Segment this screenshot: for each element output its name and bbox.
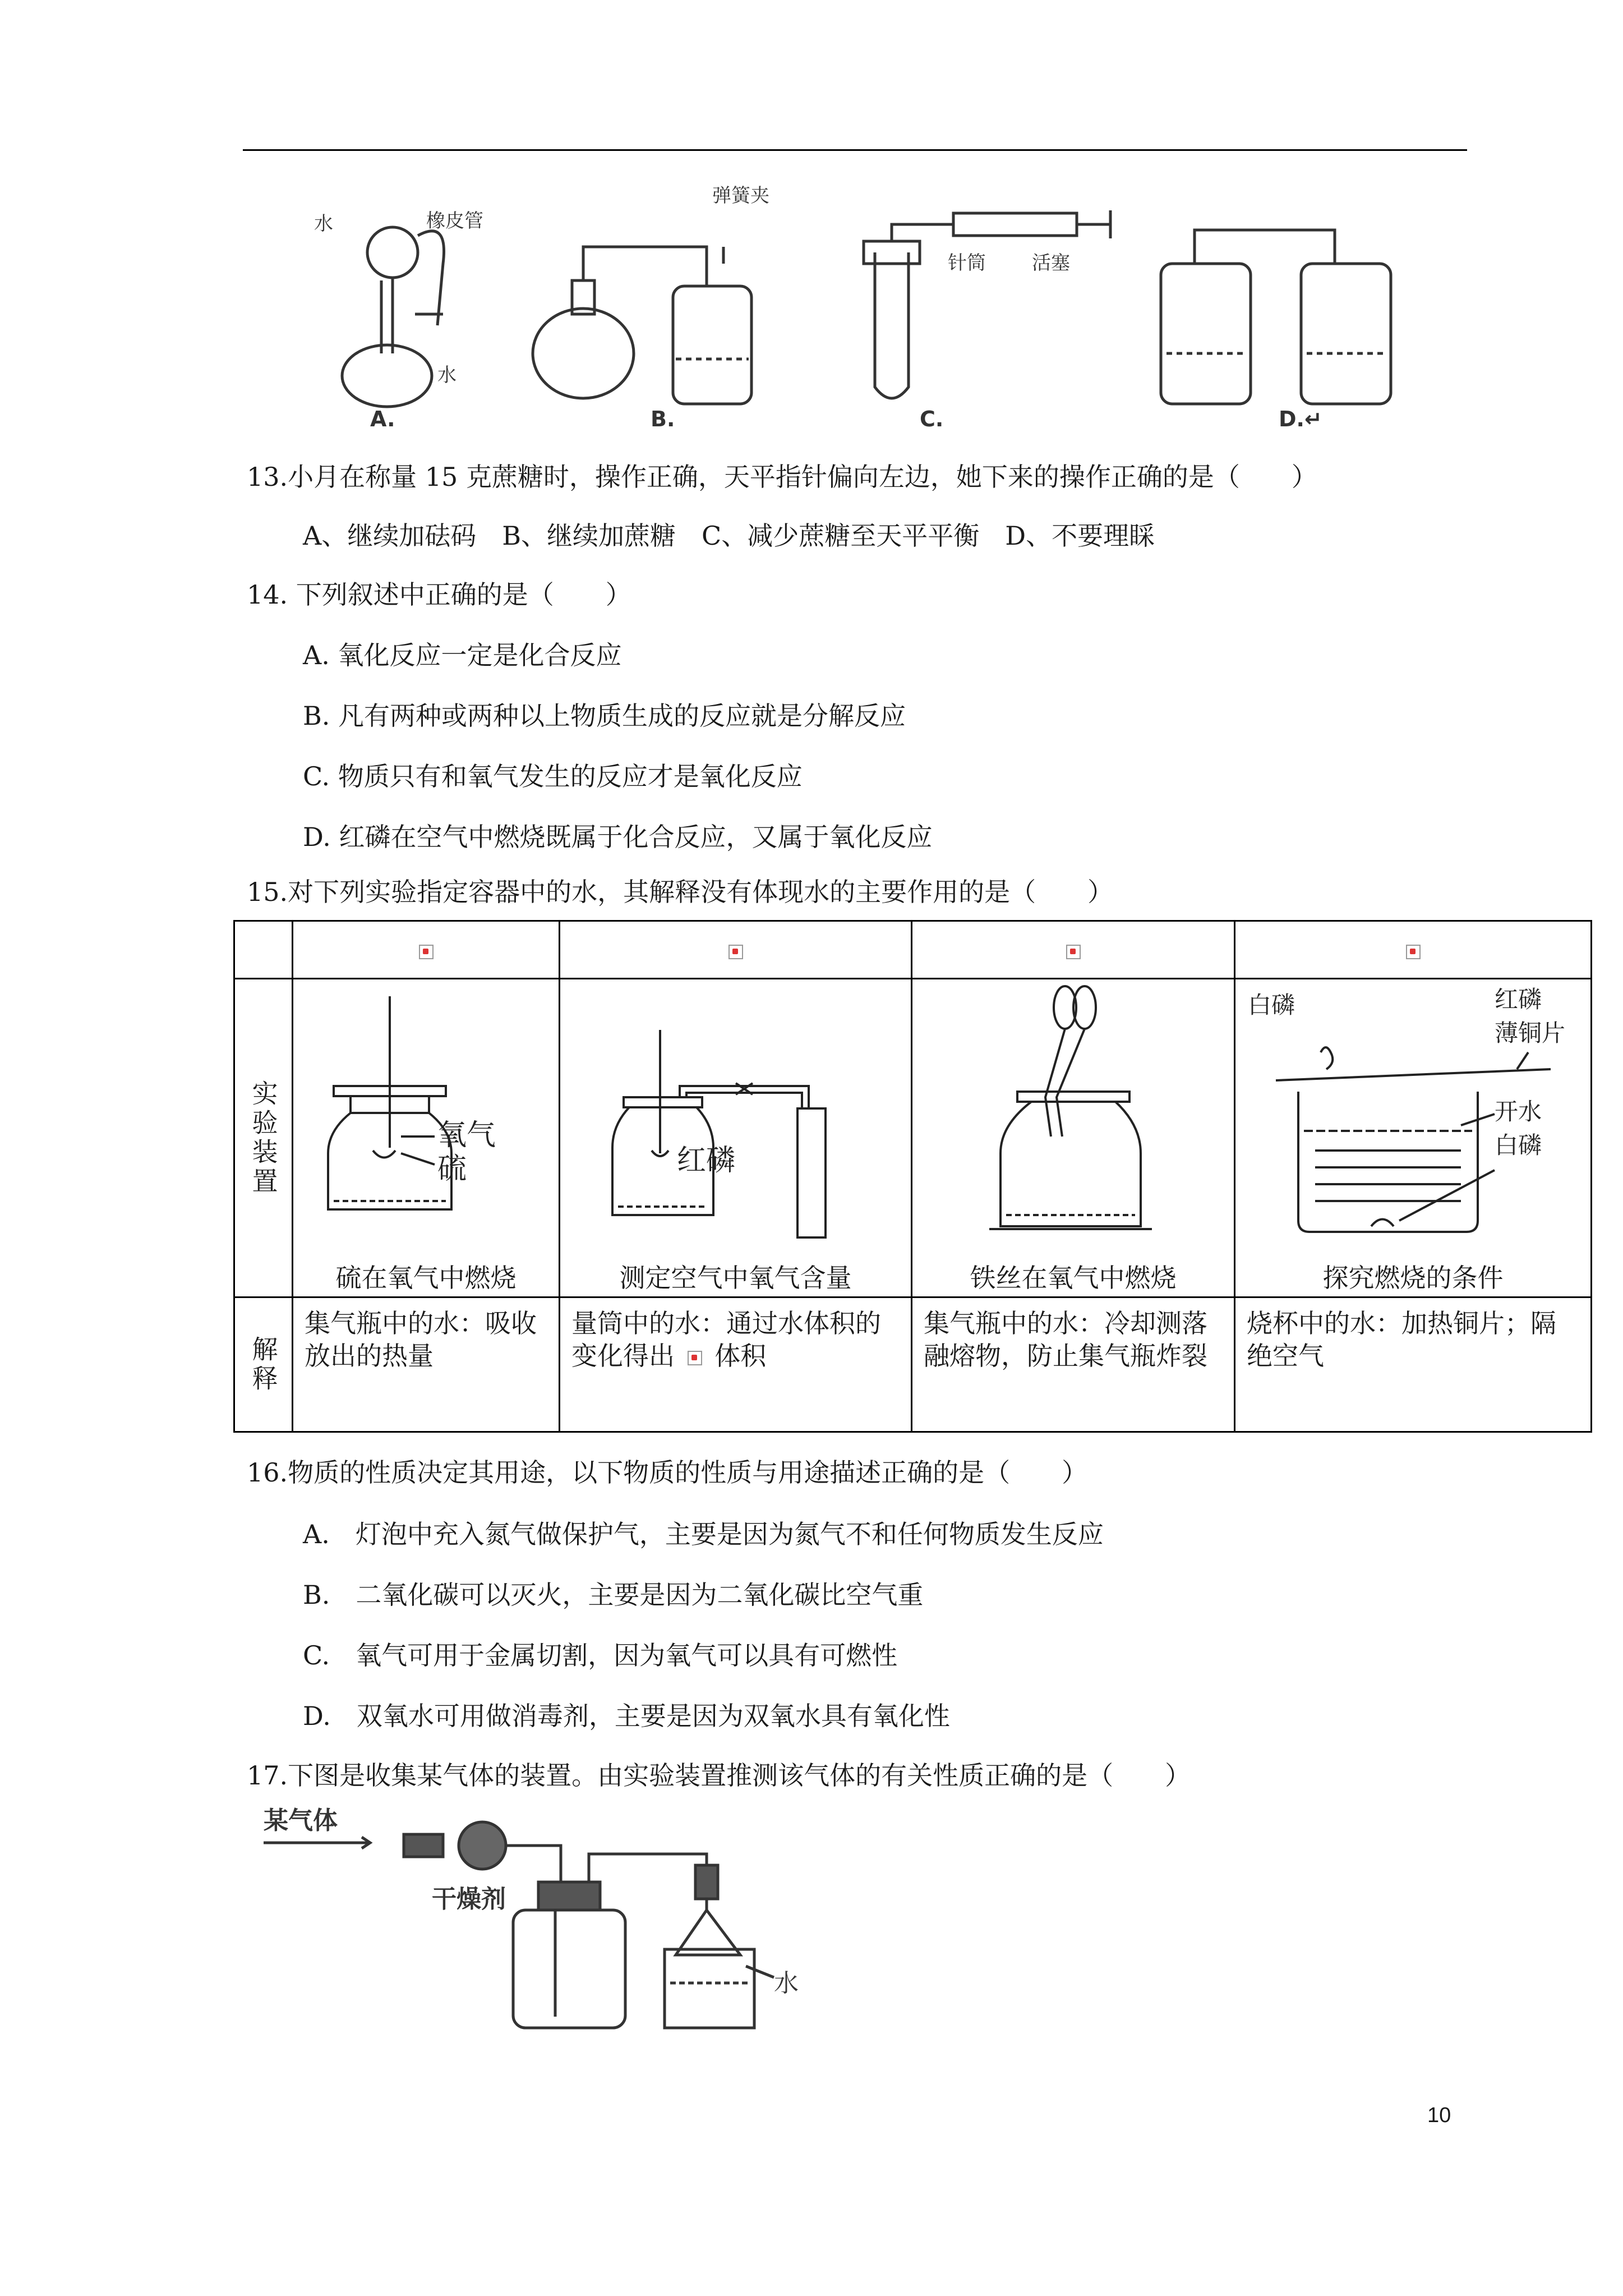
explain-iron-wire: 集气瓶中的水：冷却测落融熔物，防止集气瓶炸裂 [912,1297,1235,1432]
setup-sulfur [293,979,560,1297]
explain-oxygen-content-b: 体积 [714,1341,767,1371]
page-number: 10 [1427,2104,1451,2127]
q16-option-c: C. 氧气可用于金属切割，因为氧气可以具有可燃性 [303,1640,898,1671]
setup-oxygen-content [560,979,912,1297]
q13-stem: 13.小月在称量 15 克蔗糖时，操作正确，天平指针偏向左边，她下来的操作正确的是（ ） [247,462,1317,492]
label-syringe: 针筒 [948,252,986,274]
q13-options: A、继续加砝码 B、继续加蔗糖 C、减少蔗糖至天平平衡 D、不要理睬 [303,521,1155,551]
q12-apparatus-figure [303,185,1424,432]
row-label-explain: 解释 [234,1297,293,1432]
label-boiling-water: 开水 [1494,1098,1542,1125]
explain-oxygen-content [560,1297,912,1432]
label-oxygen: 氧气 [437,1119,496,1152]
label-water: 水 [314,213,333,235]
q14-option-c: C. 物质只有和氧气发生的反应才是氧化反应 [303,761,803,792]
explain-oxygen-content-a: 量筒中的水：通过水体积的变化得出 [571,1308,881,1371]
q16-option-d: D. 双氧水可用做消毒剂，主要是因为双氧水具有氧化性 [303,1701,950,1731]
caption-combustion: 探究燃烧的条件 [1322,1263,1504,1293]
q15-experiment-table [233,920,1592,1433]
label-some-gas: 某气体 [264,1806,338,1835]
combustion-drawing [1237,985,1590,1254]
iron-wire-drawing [916,985,1230,1254]
table-corner [234,921,293,979]
header-rule [243,149,1467,151]
caption-sulfur: 硫在氧气中燃烧 [335,1263,517,1293]
setup-combustion [1235,979,1592,1297]
caption-iron-wire: 铁丝在氧气中燃烧 [970,1263,1177,1293]
q15-stem: 15.对下列实验指定容器中的水，其解释没有体现水的主要作用的是（ ） [247,877,1114,907]
broken-image-icon [560,921,912,979]
row-label-setup: 实验装置 [234,979,293,1297]
sulfur-jar-drawing [294,985,558,1254]
label-sulfur: 硫 [437,1152,467,1186]
broken-image-icon [912,921,1235,979]
q16-option-a: A. 灯泡中充入氮气做保护气，主要是因为氮气不和任何物质发生反应 [303,1519,1104,1549]
broken-image-icon [1235,921,1592,979]
q14-option-b: B. 凡有两种或两种以上物质生成的反应就是分解反应 [303,701,906,731]
q14-stem: 14. 下列叙述中正确的是（ ） [247,579,631,610]
explain-combustion: 烧杯中的水：加热铜片；隔绝空气 [1235,1297,1592,1432]
q17-stem: 17.下图是收集某气体的装置。由实验装置推测该气体的有关性质正确的是（ ） [247,1760,1191,1791]
label-copper-sheet: 薄铜片 [1494,1019,1565,1047]
label-white-phosphorus-top: 白磷 [1247,991,1295,1019]
caption-b: B. [651,407,675,431]
label-red-phosphorus-copper: 红磷 [1494,986,1542,1013]
setup-iron-wire [912,979,1235,1297]
q14-option-d: D. 红磷在空气中燃烧既属于化合反应，又属于氧化反应 [303,822,933,852]
label-red-phosphorus: 红磷 [676,1144,735,1177]
caption-d: D.↵ [1279,407,1322,431]
oxygen-measure-drawing [568,985,904,1254]
label-water-beaker: 水 [774,1969,799,1998]
label-spring-clip: 弹簧夹 [712,185,769,207]
q17-gas-collection-figure [247,1798,841,2033]
broken-image-icon [688,1351,702,1365]
label-desiccant: 干燥剂 [432,1885,506,1913]
caption-oxygen-content: 测定空气中氧气含量 [619,1263,852,1293]
q14-option-a: A. 氧化反应一定是化合反应 [303,640,622,670]
caption-c: C. [920,407,944,431]
label-water-2: 水 [437,364,457,386]
label-piston: 活塞 [1032,252,1070,274]
q16-option-b: B. 二氧化碳可以灭火，主要是因为二氧化碳比空气重 [303,1580,924,1610]
label-white-phosphorus-water: 白磷 [1494,1131,1542,1159]
label-rubber-tube: 橡皮管 [426,210,483,232]
explain-sulfur: 集气瓶中的水：吸收放出的热量 [293,1297,560,1432]
q16-stem: 16.物质的性质决定其用途，以下物质的性质与用途描述正确的是（ ） [247,1457,1088,1488]
broken-image-icon [293,921,560,979]
caption-a: A. [370,407,395,431]
